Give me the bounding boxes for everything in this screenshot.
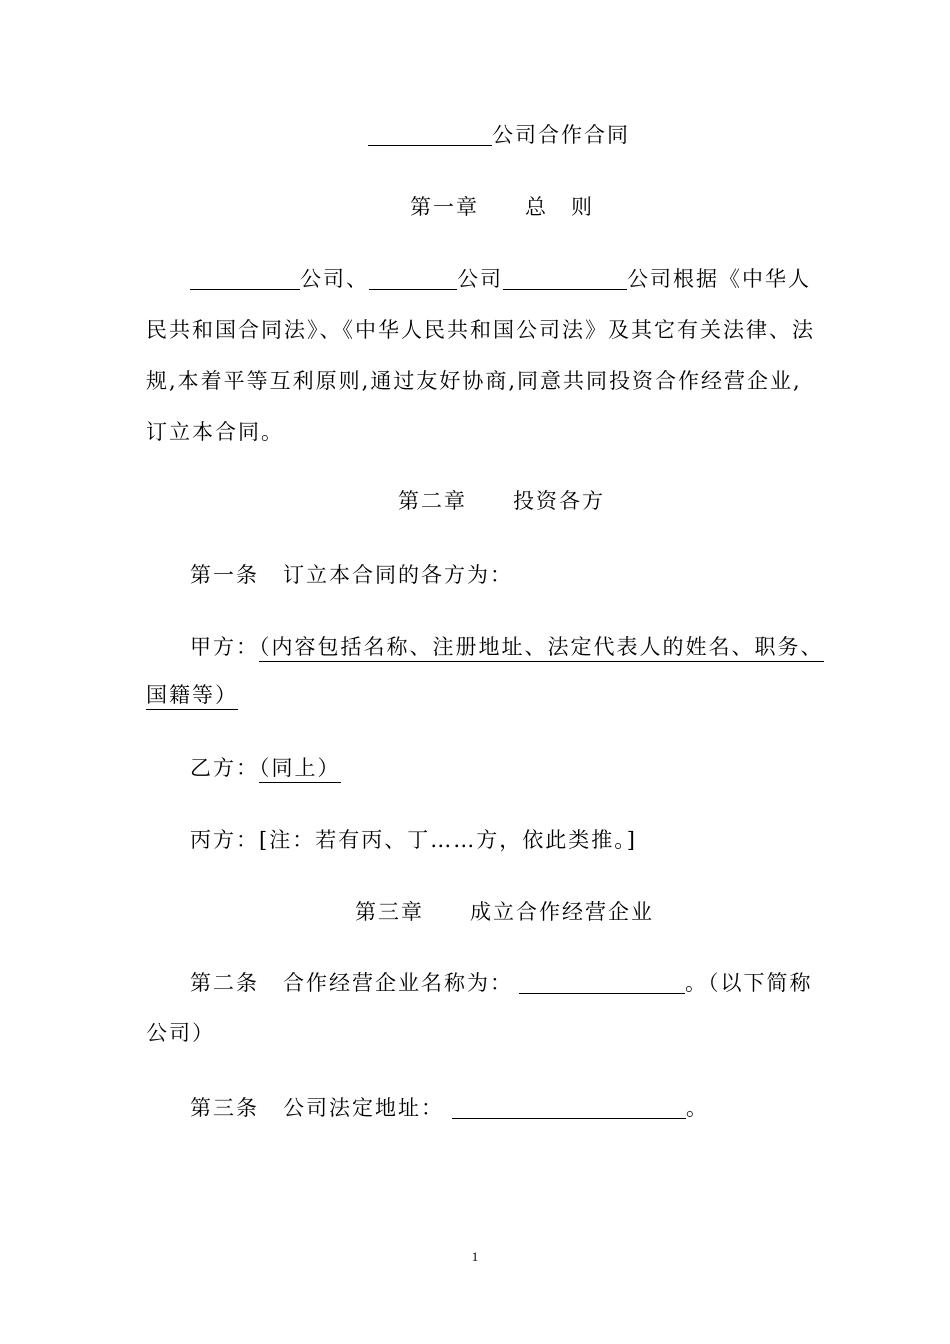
article-3-after: 。 xyxy=(686,1096,709,1120)
company-name-blank[interactable] xyxy=(368,121,492,146)
party-b-name-blank[interactable] xyxy=(369,265,457,290)
article-2-label: 第二条 xyxy=(190,971,259,995)
chapter-1-heading xyxy=(410,192,594,222)
party-a-description[interactable]: （内容包括名称、注册地址、法定代表人的姓名、职务、 xyxy=(259,635,824,662)
party-c-name-blank[interactable] xyxy=(503,265,627,290)
preamble-text: 公司 xyxy=(457,267,503,291)
page-number: 1 xyxy=(471,1249,479,1264)
chapter-2-number: 第二章 xyxy=(398,489,467,513)
party-a-line-1 xyxy=(190,632,824,662)
article-2-line-1 xyxy=(190,968,813,998)
article-3-text: 公司法定地址： xyxy=(283,1096,444,1120)
party-a-description-cont[interactable]: 国籍等） xyxy=(146,683,238,710)
chapter-1-number: 第一章 xyxy=(410,195,479,219)
preamble-line-1 xyxy=(190,264,811,294)
party-a-name-blank[interactable] xyxy=(190,265,300,290)
preamble-line-4: 订立本合同。 xyxy=(146,420,284,444)
preamble-text: 公司根据《中华人 xyxy=(627,267,811,291)
legal-address-blank[interactable] xyxy=(452,1094,686,1119)
enterprise-name-blank[interactable] xyxy=(519,969,685,994)
article-2-line-2: 公司） xyxy=(146,1021,215,1045)
party-a-label: 甲方： xyxy=(190,635,259,659)
chapter-3-number: 第三章 xyxy=(355,900,424,924)
article-1 xyxy=(190,560,513,590)
chapter-1-title: 总 则 xyxy=(525,195,594,219)
preamble-line-3: 规,本着平等互利原则,通过友好协商,同意共同投资合作经营企业, xyxy=(146,369,802,393)
contract-title xyxy=(368,120,630,150)
article-1-label: 第一条 xyxy=(190,563,259,587)
preamble-text: 公司、 xyxy=(300,267,369,291)
preamble-line-2: 民共和国合同法》、《中华人民共和国公司法》及其它有关法律、法 xyxy=(146,318,815,342)
party-b-description[interactable]: （同上） xyxy=(259,756,341,783)
chapter-2-heading xyxy=(398,486,605,516)
article-1-text: 订立本合同的各方为： xyxy=(283,563,513,587)
party-c-note: [注：若有丙、丁……方，依此类推。] xyxy=(259,828,637,852)
chapter-2-title: 投资各方 xyxy=(513,489,605,513)
article-2-after: 。（以下简称 xyxy=(685,971,813,995)
title-text: 公司合作合同 xyxy=(492,123,630,147)
chapter-3-heading xyxy=(355,897,654,927)
article-3-label: 第三条 xyxy=(190,1096,259,1120)
party-b-label: 乙方： xyxy=(190,756,259,780)
article-3-line xyxy=(190,1093,709,1123)
party-c-line xyxy=(190,825,637,855)
party-c-label: 丙方： xyxy=(190,828,259,852)
party-b-line xyxy=(190,753,341,783)
article-2-text: 合作经营企业名称为： xyxy=(283,971,513,995)
chapter-3-title: 成立合作经营企业 xyxy=(470,900,654,924)
party-a-line-2 xyxy=(146,680,238,710)
